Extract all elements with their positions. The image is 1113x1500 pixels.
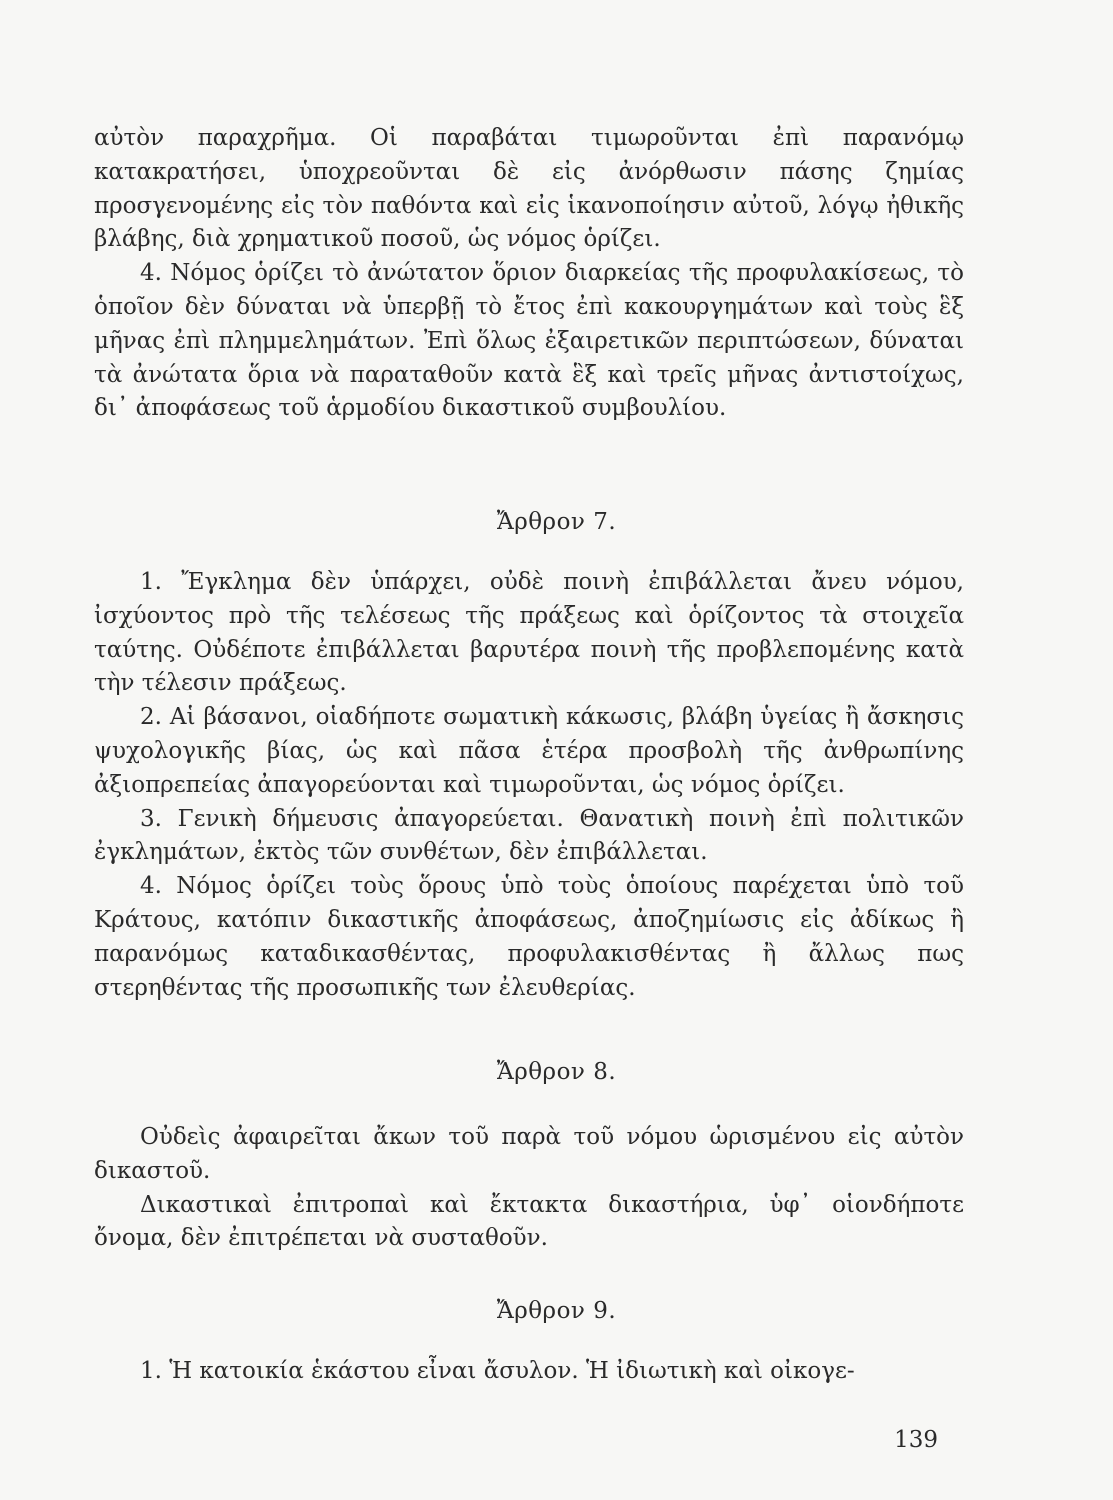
paragraph-4-pretrial-detention: 4. Νόμος ὁρίζει τὸ ἀνώτατον ὅριον διαρκείας τῆς προφυλακίσεως, τὸ ὁποῖον δὲν δύναται νὰ ὑπερβῇ τὸ ἔτος ἐπὶ κακουργημάτων καὶ τοὺς ἓξ μῆνας ἐπὶ πλημμελημάτων. Ἐπὶ ὅλως ἐξαιρετικῶν περιπτώσεων, δύναται τὰ ἀνώτατα ὅρια νὰ παραταθοῦν κατὰ ἓξ καὶ τρεῖς μῆνας ἀντιστοίχως, δι᾽ ἀποφάσεως τοῦ ἁρμοδίου δικαστικοῦ συμβουλίου. xyxy=(94,260,964,422)
article-8-paragraph-2: Δικαστικαὶ ἐπιτροπαὶ καὶ ἔκτακτα δικαστήρια, ὑφ᾽ οἱονδήποτε ὄνομα, δὲν ἐπιτρέπεται νὰ συσταθοῦν. xyxy=(94,1191,964,1252)
article-7-paragraph-4: 4. Νόμος ὁρίζει τοὺς ὅρους ὑπὸ τοὺς ὁποίους παρέχεται ὑπὸ τοῦ Κράτους, κατόπιν δικαστικῆς ἀποφάσεως, ἀποζημίωσις εἰς ἀδίκως ἢ παρανόμως καταδικασθέντας, προφυλακισθέντας ἢ ἄλλως πως στερηθέντας τῆς προσωπικῆς των ἐλευθερίας. xyxy=(94,873,964,1001)
article-8-body xyxy=(94,1121,964,1256)
article-8-heading: Ἄρθρον 8. xyxy=(496,1059,617,1085)
article-7-paragraph-3: 3. Γενικὴ δήμευσις ἀπαγορεύεται. Θανατικὴ ποινὴ ἐπὶ πολιτικῶν ἐγκλημάτων, ἐκτὸς τῶν συνθέτων, δὲν ἐπιβάλλεται. xyxy=(94,805,964,866)
article-7-paragraph-1: 1. Ἔγκλημα δὲν ὑπάρχει, οὐδὲ ποινὴ ἐπιβάλλεται ἄνευ νόμου, ἰσχύοντος πρὸ τῆς τελέσεως τῆς πράξεως καὶ ὁρίζοντος τὰ στοιχεῖα ταύτης. Οὐδέποτε ἐπιβάλλεται βαρυτέρα ποινὴ τῆς προβλεπομένης κατὰ τὴν τέλεσιν πράξεως. xyxy=(94,569,964,697)
article-7-paragraph-2: 2. Αἱ βάσανοι, οἱαδήποτε σωματικὴ κάκωσις, βλάβη ὑγείας ἢ ἄσκησις ψυχολογικῆς βίας, ὡς καὶ πᾶσα ἑτέρα προσβολὴ τῆς ἀνθρωπίνης ἀξιοπρεπείας ἀπαγορεύονται καὶ τιμωροῦνται, ὡς νόμος ὁρίζει. xyxy=(94,704,964,798)
article-8-paragraph-1: Οὐδεὶς ἀφαιρεῖται ἄκων τοῦ παρὰ τοῦ νόμου ὡρισμένου εἰς αὐτὸν δικαστοῦ. xyxy=(94,1124,964,1184)
article-7-body xyxy=(94,566,964,1005)
continuation-paragraph: αὐτὸν παραχρῆμα. Οἱ παραβάται τιμωροῦνται ἐπὶ παρανόμῳ κατακρατήσει, ὑποχρεοῦνται δὲ εἰς ἀνόρθωσιν πάσης ζημίας προσγενομένης εἰς τὸν παθόντα καὶ εἰς ἱκανοποίησιν αὐτοῦ, λόγῳ ἠθικῆς βλάβης, διὰ χρηματικοῦ ποσοῦ, ὡς νόμος ὁρίζει. xyxy=(94,125,964,253)
page-number: 139 xyxy=(894,1427,938,1453)
article-9-body xyxy=(94,1355,964,1389)
continuation-text-block xyxy=(94,122,964,426)
article-7-heading: Ἄρθρον 7. xyxy=(496,509,617,535)
article-9-heading: Ἄρθρον 9. xyxy=(496,1298,617,1324)
article-9-paragraph-1: 1. Ἡ κατοικία ἑκάστου εἶναι ἄσυλον. Ἡ ἰδιωτικὴ καὶ οἰκογε- xyxy=(140,1358,855,1384)
